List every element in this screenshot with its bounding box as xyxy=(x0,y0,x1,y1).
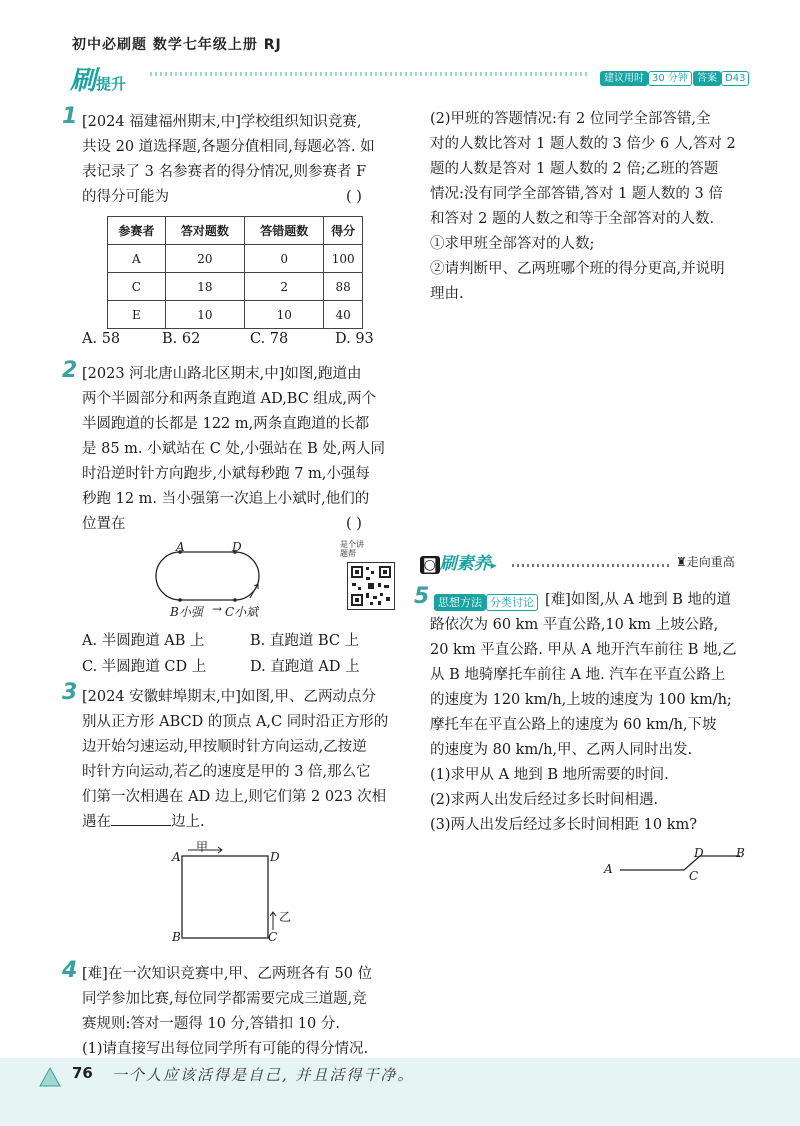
q5-line: (2)求两人出发后经过多长时间相遇. xyxy=(430,792,659,808)
track-label-a: A xyxy=(176,540,185,554)
q5-road-diagram xyxy=(612,848,752,882)
q4-line: 赛规则:答对一题得 10 分,答错扣 10 分. xyxy=(82,1016,340,1032)
track-label-c-xiaobin: C小斌 xyxy=(225,605,259,619)
road-line xyxy=(620,856,740,870)
qr-caption: 是个讲题帮 xyxy=(340,540,364,558)
section-right-label xyxy=(676,553,735,570)
q2-line: [2023 河北唐山路北区期末,中]如图,跑道由 xyxy=(82,366,362,382)
q2-line: 时沿逆时针方向跑步,小斌每秒跑 7 m,小强每 xyxy=(82,466,370,482)
road-label-d: D xyxy=(694,846,704,860)
label-jia: 甲 xyxy=(196,840,209,854)
q4-right-line: ①求甲班全部答对的人数; xyxy=(430,236,595,252)
point-b xyxy=(178,598,182,602)
section-title: 刷素养 xyxy=(439,554,491,574)
table-cell: 2 xyxy=(245,273,324,301)
section-header-suyang xyxy=(420,549,497,574)
q4-right-line: 和答对 2 题的人数之和等于全部答对的人数. xyxy=(430,211,715,227)
qr-code[interactable] xyxy=(347,562,395,610)
table-row xyxy=(108,301,363,329)
track-label-d: D xyxy=(232,540,242,554)
brand-logo xyxy=(70,60,126,97)
road-label-b: B xyxy=(736,846,745,860)
q3-line: 时针方向运动,若乙的速度是甲的 3 倍,那么它 xyxy=(82,764,371,780)
q2-line: 位置在 xyxy=(82,516,126,532)
q3-line: 别从正方形 ABCD 的顶点 A,C 同时沿正方形的 xyxy=(82,714,389,730)
q2-answer-bracket: ( ) xyxy=(346,516,362,532)
question-number-2: 2 xyxy=(62,358,78,383)
q2-line: 是 85 m. 小斌站在 C 处,小强站在 B 处,两人同 xyxy=(82,441,386,457)
q1-option-d: D. 93 xyxy=(335,331,374,347)
q3-last-line xyxy=(82,810,402,835)
q5-line: (3)两人出发后经过多长时间相距 10 km? xyxy=(430,817,698,833)
track-label-arrow: → xyxy=(212,602,223,616)
q4-line: (1)请直接写出每位同学所有可能的得分情况. xyxy=(82,1041,369,1057)
q5-line-first: [难]如图,从 A 地到 B 地的道 xyxy=(545,592,731,608)
fill-in-blank[interactable] xyxy=(111,811,171,826)
q5-line: 的速度为 120 km/h,上坡的速度为 100 km/h; xyxy=(430,692,732,708)
section-arrow: ▸ xyxy=(490,558,497,572)
q5-line: 路依次为 60 km 平直公路,10 km 上坡公路, xyxy=(430,617,719,633)
q2-line: 半圆跑道的长都是 122 m,两条直跑道的长都 xyxy=(82,416,370,432)
road-label-a: A xyxy=(604,862,613,876)
q3-last-prefix: 遇在 xyxy=(82,814,111,830)
square-abcd xyxy=(182,856,268,938)
table-row xyxy=(108,245,363,273)
square-label-c: C xyxy=(268,930,278,944)
footer-motto: 一个人应该活得是自己, 并且活得干净。 xyxy=(112,1066,415,1084)
square-label-b: B xyxy=(172,930,181,944)
track-outline xyxy=(156,552,259,600)
q2-option-c: C. 半圆跑道 CD 上 xyxy=(82,659,207,675)
track-label-b-xiaoqiang: B小强 xyxy=(170,605,203,619)
q1-option-a: A. 58 xyxy=(82,331,121,347)
q1-score-table xyxy=(107,216,363,329)
table-header: 得分 xyxy=(324,217,363,245)
tag-classification: 分类讨论 xyxy=(486,594,538,611)
table-cell: A xyxy=(108,245,166,273)
table-cell: 20 xyxy=(165,245,244,273)
q2-option-b: B. 直跑道 BC 上 xyxy=(250,633,360,649)
table-cell: C xyxy=(108,273,166,301)
q3-line: 边开始匀速运动,甲按顺时针方向运动,乙按逆 xyxy=(82,739,367,755)
q4-right-line: 理由. xyxy=(430,286,464,302)
section-dotted-rule xyxy=(512,564,672,567)
question-number-5: 5 xyxy=(414,584,430,609)
q5-line: (1)求甲从 A 地到 B 地所需要的时间. xyxy=(430,767,669,783)
square-label-d: D xyxy=(270,850,280,864)
q3-line: 们第一次相遇在 AD 边上,则它们第 2 023 次相 xyxy=(82,789,387,805)
q4-right-line: 题的人数是答对 1 题人数的 2 倍;乙班的答题 xyxy=(430,161,719,177)
section-icon: ◙ xyxy=(420,556,440,574)
table-cell: 10 xyxy=(245,301,324,329)
brand-subtitle: 提升 xyxy=(96,75,127,93)
table-cell: 40 xyxy=(324,301,363,329)
answer-label: 答案 xyxy=(693,71,721,86)
question-number-3: 3 xyxy=(62,680,78,705)
question-2-text xyxy=(82,362,402,537)
q1-line: 的得分可能为 xyxy=(82,189,169,205)
question-4-continuation xyxy=(430,107,760,307)
time-badge xyxy=(600,66,692,85)
answer-page: D43 xyxy=(721,71,749,86)
square-label-a: A xyxy=(172,850,181,864)
time-value: 30 分钟 xyxy=(648,71,692,86)
tower-icon: ♜ xyxy=(676,555,687,569)
q4-right-line: (2)甲班的答题情况:有 2 位同学全部答错,全 xyxy=(430,111,711,127)
road-label-c: C xyxy=(689,869,699,883)
table-cell: 88 xyxy=(324,273,363,301)
q5-line: 20 km 平直公路. 甲从 A 地开汽车前往 B 地,乙 xyxy=(430,642,737,658)
header-dotted-rule xyxy=(150,72,590,76)
question-5-text xyxy=(430,613,760,838)
book-series-title: 初中必刷题 数学七年级上册 RJ xyxy=(72,37,282,53)
q4-line: 同学参加比赛,每位同学都需要完成三道题,竞 xyxy=(82,991,367,1007)
q5-line: 摩托车在平直公路上的速度为 60 km/h,下坡 xyxy=(430,717,717,733)
table-cell: 100 xyxy=(324,245,363,273)
q1-option-c: C. 78 xyxy=(250,331,289,347)
question-3-text xyxy=(82,685,402,835)
q5-line: 的速度为 80 km/h,甲、乙两人同时出发. xyxy=(430,742,693,758)
table-header-row xyxy=(108,217,363,245)
q5-tags xyxy=(434,591,538,610)
question-number-1: 1 xyxy=(62,104,78,129)
section-right-text: 走向重高 xyxy=(686,555,735,569)
q4-right-line: 情况:没有同学全部答错,答对 1 题人数的 3 倍 xyxy=(430,186,723,202)
tag-method: 思想方法 xyxy=(434,594,486,611)
q2-option-a: A. 半圆跑道 AB 上 xyxy=(82,633,205,649)
direction-arrow xyxy=(250,584,258,598)
q2-line: 两个半圆部分和两条直跑道 AD,BC 组成,两个 xyxy=(82,391,377,407)
q3-line: [2024 安徽蚌埠期末,中]如图,甲、乙两动点分 xyxy=(82,689,377,705)
q2-line: 秒跑 12 m. 当小强第一次追上小斌时,他们的 xyxy=(82,491,370,507)
table-header: 答错题数 xyxy=(245,217,324,245)
table-cell: 18 xyxy=(165,273,244,301)
table-header: 参赛者 xyxy=(108,217,166,245)
qr-code-pattern xyxy=(348,563,394,609)
label-yi: 乙 xyxy=(279,910,292,924)
q1-option-b: B. 62 xyxy=(162,331,201,347)
q1-line: 表记录了 3 名参赛者的得分情况,则参赛者 F xyxy=(82,164,367,180)
table-header: 答对题数 xyxy=(165,217,244,245)
question-number-4: 4 xyxy=(62,958,78,983)
time-label: 建议用时 xyxy=(600,71,648,86)
brand-big-char: 刷 xyxy=(70,66,97,96)
q4-line: [难]在一次知识竞赛中,甲、乙两班各有 50 位 xyxy=(82,966,373,982)
table-row xyxy=(108,273,363,301)
table-cell: 10 xyxy=(165,301,244,329)
page-number: 76 xyxy=(72,1064,93,1082)
question-4-text xyxy=(82,962,402,1062)
table-cell: E xyxy=(108,301,166,329)
q4-right-line: 对的人数比答对 1 题人数的 3 倍少 6 人,答对 2 xyxy=(430,136,736,152)
table-cell: 0 xyxy=(245,245,324,273)
point-c xyxy=(233,598,237,602)
q4-right-line: ②请判断甲、乙两班哪个班的得分更高,并说明 xyxy=(430,261,725,277)
answer-badge xyxy=(693,66,749,85)
q3-last-suffix: 边上. xyxy=(171,814,205,830)
q1-answer-bracket: ( ) xyxy=(346,189,362,205)
q5-line: 从 B 地骑摩托车前往 A 地. 汽车在平直公路上 xyxy=(430,667,726,683)
q2-option-d: D. 直跑道 AD 上 xyxy=(250,659,360,675)
q1-line: [2024 福建福州期末,中]学校组织知识竞赛, xyxy=(82,114,362,130)
q1-line: 共设 20 道选择题,各题分值相同,每题必答. 如 xyxy=(82,139,375,155)
